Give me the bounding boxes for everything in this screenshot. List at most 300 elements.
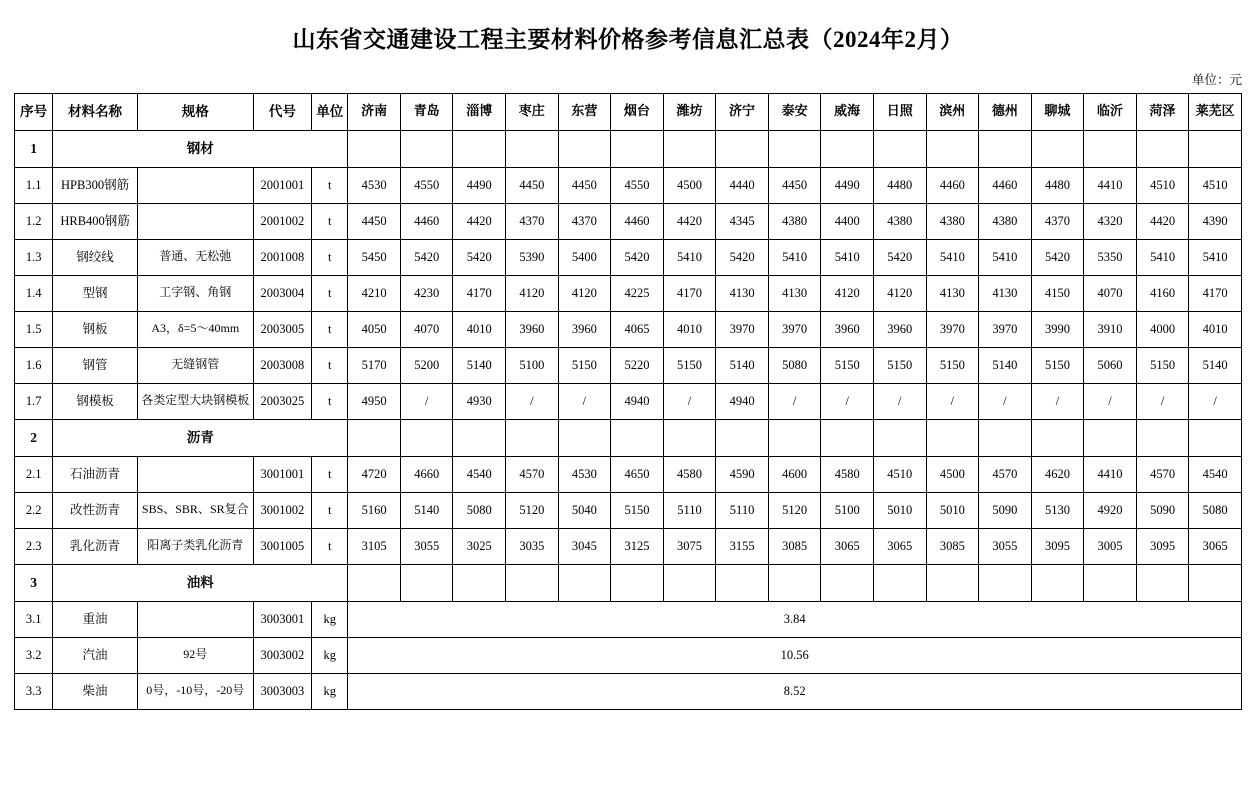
material-code: 3001001	[253, 456, 311, 492]
material-unit: t	[312, 456, 348, 492]
price-cell: 3155	[716, 528, 769, 564]
price-cell: 4940	[611, 383, 664, 419]
category-empty-cell	[611, 130, 664, 167]
category-empty-cell	[663, 419, 716, 456]
price-cell: 3055	[979, 528, 1032, 564]
price-cell: 4130	[979, 275, 1032, 311]
price-cell: 5160	[348, 492, 401, 528]
price-cell: 3045	[558, 528, 611, 564]
price-cell: 5100	[506, 347, 559, 383]
price-cell: 5420	[400, 239, 453, 275]
col-header-city: 济南	[348, 93, 401, 130]
price-cell: 5420	[611, 239, 664, 275]
col-header-material-name: 材料名称	[53, 93, 138, 130]
material-code: 2003005	[253, 311, 311, 347]
price-cell: 4010	[663, 311, 716, 347]
price-cell: 5410	[1189, 239, 1242, 275]
price-cell: 5150	[926, 347, 979, 383]
category-empty-cell	[1031, 419, 1084, 456]
material-name: 钢板	[53, 311, 138, 347]
price-cell: 4580	[821, 456, 874, 492]
material-unit: t	[312, 492, 348, 528]
material-spec: 0号，-10号，-20号	[137, 673, 253, 709]
category-empty-cell	[1084, 419, 1137, 456]
col-header-city: 济宁	[716, 93, 769, 130]
price-cell: 4530	[348, 167, 401, 203]
col-header-city: 临沂	[1084, 93, 1137, 130]
material-unit: t	[312, 203, 348, 239]
price-cell: 4920	[1084, 492, 1137, 528]
material-spec: 无缝钢管	[137, 347, 253, 383]
price-cell: 4650	[611, 456, 664, 492]
category-empty-cell	[453, 419, 506, 456]
price-cell: 5110	[716, 492, 769, 528]
price-cell: 4010	[453, 311, 506, 347]
price-cell: 4000	[1136, 311, 1189, 347]
material-spec: 阳离子类乳化沥青	[137, 528, 253, 564]
table-row	[15, 637, 1242, 673]
table-header	[15, 93, 1242, 130]
price-cell: 3960	[821, 311, 874, 347]
price-cell: 4720	[348, 456, 401, 492]
price-cell: 5140	[400, 492, 453, 528]
price-cell: 4660	[400, 456, 453, 492]
category-empty-cell	[873, 130, 926, 167]
category-empty-cell	[663, 130, 716, 167]
price-cell: 5010	[873, 492, 926, 528]
row-number: 2.3	[15, 528, 53, 564]
price-cell: 5140	[453, 347, 506, 383]
material-name: HPB300钢筋	[53, 167, 138, 203]
material-name: 石油沥青	[53, 456, 138, 492]
page-title: 山东省交通建设工程主要材料价格参考信息汇总表（2024年2月）	[292, 27, 964, 52]
category-empty-cell	[348, 564, 401, 601]
col-header-city: 菏泽	[1136, 93, 1189, 130]
material-name: 钢模板	[53, 383, 138, 419]
price-cell: 4490	[821, 167, 874, 203]
row-number: 1.7	[15, 383, 53, 419]
price-cell: 3970	[979, 311, 1032, 347]
price-cell: 3125	[611, 528, 664, 564]
material-spec: A3，δ=5～40mm	[137, 311, 253, 347]
price-cell: /	[926, 383, 979, 419]
category-empty-cell	[1189, 130, 1242, 167]
price-cell: 5150	[611, 492, 664, 528]
row-number: 3.3	[15, 673, 53, 709]
table-row	[15, 167, 1242, 203]
category-empty-cell	[716, 130, 769, 167]
price-cell: 4130	[926, 275, 979, 311]
row-number: 2.1	[15, 456, 53, 492]
price-cell: 3970	[716, 311, 769, 347]
price-cell: 4370	[506, 203, 559, 239]
col-header-city: 烟台	[611, 93, 664, 130]
category-empty-cell	[1084, 564, 1137, 601]
category-empty-cell	[611, 419, 664, 456]
price-cell: 3065	[821, 528, 874, 564]
price-cell: 4120	[821, 275, 874, 311]
material-code: 3001005	[253, 528, 311, 564]
merged-price-value: 8.52	[348, 673, 1242, 709]
price-cell: 5150	[1031, 347, 1084, 383]
category-number: 2	[15, 419, 53, 456]
price-cell: 5220	[611, 347, 664, 383]
material-unit: t	[312, 528, 348, 564]
category-empty-cell	[821, 130, 874, 167]
price-cell: 5350	[1084, 239, 1137, 275]
price-cell: 4120	[506, 275, 559, 311]
category-empty-cell	[821, 419, 874, 456]
price-cell: 4210	[348, 275, 401, 311]
material-name: 柴油	[53, 673, 138, 709]
category-name: 钢材	[53, 130, 348, 167]
category-empty-cell	[400, 419, 453, 456]
category-row	[15, 419, 1242, 456]
category-empty-cell	[558, 419, 611, 456]
price-cell: 4150	[1031, 275, 1084, 311]
merged-price-value: 3.84	[348, 601, 1242, 637]
price-cell: /	[821, 383, 874, 419]
price-cell: 3065	[1189, 528, 1242, 564]
price-cell: 4065	[611, 311, 664, 347]
material-spec	[137, 456, 253, 492]
price-cell: 4410	[1084, 456, 1137, 492]
material-spec	[137, 203, 253, 239]
price-cell: 4050	[348, 311, 401, 347]
material-name: HRB400钢筋	[53, 203, 138, 239]
category-empty-cell	[926, 419, 979, 456]
category-empty-cell	[821, 564, 874, 601]
currency-unit-note: 单位：元	[1191, 72, 1242, 87]
price-cell: 4130	[768, 275, 821, 311]
price-cell: 4420	[453, 203, 506, 239]
price-cell: 4510	[873, 456, 926, 492]
material-unit: kg	[312, 637, 348, 673]
material-name: 汽油	[53, 637, 138, 673]
price-cell: 3970	[768, 311, 821, 347]
price-cell: 4230	[400, 275, 453, 311]
col-header-city: 淄博	[453, 93, 506, 130]
price-cell: 5150	[821, 347, 874, 383]
category-empty-cell	[1031, 130, 1084, 167]
price-cell: 4540	[453, 456, 506, 492]
col-header-city: 泰安	[768, 93, 821, 130]
category-number: 3	[15, 564, 53, 601]
price-cell: 5010	[926, 492, 979, 528]
price-cell: 4070	[1084, 275, 1137, 311]
price-cell: 4540	[1189, 456, 1242, 492]
col-header-city: 聊城	[1031, 93, 1084, 130]
material-price-table	[14, 93, 1242, 710]
price-cell: 5410	[768, 239, 821, 275]
table-container	[0, 93, 1256, 710]
price-cell: 4500	[926, 456, 979, 492]
price-cell: /	[506, 383, 559, 419]
material-unit: t	[312, 347, 348, 383]
category-empty-cell	[768, 130, 821, 167]
table-row	[15, 347, 1242, 383]
category-empty-cell	[768, 564, 821, 601]
table-row	[15, 492, 1242, 528]
material-spec	[137, 601, 253, 637]
col-header-city: 潍坊	[663, 93, 716, 130]
category-empty-cell	[1189, 419, 1242, 456]
price-cell: 3910	[1084, 311, 1137, 347]
price-cell: /	[558, 383, 611, 419]
material-name: 型钢	[53, 275, 138, 311]
price-cell: 3970	[926, 311, 979, 347]
price-cell: 5080	[453, 492, 506, 528]
material-name: 重油	[53, 601, 138, 637]
price-cell: 5420	[873, 239, 926, 275]
price-cell: 5040	[558, 492, 611, 528]
row-number: 1.3	[15, 239, 53, 275]
price-cell: 3095	[1136, 528, 1189, 564]
category-empty-cell	[716, 564, 769, 601]
category-empty-cell	[768, 419, 821, 456]
table-row	[15, 601, 1242, 637]
category-empty-cell	[1189, 564, 1242, 601]
price-cell: 4170	[663, 275, 716, 311]
material-code: 3003002	[253, 637, 311, 673]
price-cell: /	[768, 383, 821, 419]
price-cell: 4550	[400, 167, 453, 203]
table-row	[15, 528, 1242, 564]
price-cell: 4570	[1136, 456, 1189, 492]
row-number: 3.2	[15, 637, 53, 673]
price-cell: 5090	[1136, 492, 1189, 528]
category-empty-cell	[400, 130, 453, 167]
price-cell: 4570	[979, 456, 1032, 492]
price-cell: /	[1031, 383, 1084, 419]
price-cell: 4170	[1189, 275, 1242, 311]
price-cell: 4480	[873, 167, 926, 203]
price-cell: 4550	[611, 167, 664, 203]
category-empty-cell	[1084, 130, 1137, 167]
category-empty-cell	[506, 564, 559, 601]
price-cell: 4400	[821, 203, 874, 239]
category-empty-cell	[453, 130, 506, 167]
price-cell: 5090	[979, 492, 1032, 528]
price-cell: 5120	[768, 492, 821, 528]
price-cell: 4225	[611, 275, 664, 311]
col-header-code: 代号	[253, 93, 311, 130]
price-cell: 5150	[1136, 347, 1189, 383]
price-cell: 5080	[768, 347, 821, 383]
material-code: 2003008	[253, 347, 311, 383]
category-empty-cell	[348, 130, 401, 167]
price-cell: /	[400, 383, 453, 419]
col-header-city: 东营	[558, 93, 611, 130]
price-cell: /	[1136, 383, 1189, 419]
price-cell: 4120	[873, 275, 926, 311]
price-cell: 3960	[873, 311, 926, 347]
material-code: 2001002	[253, 203, 311, 239]
price-cell: 4160	[1136, 275, 1189, 311]
material-unit: t	[312, 275, 348, 311]
category-empty-cell	[663, 564, 716, 601]
price-cell: 4380	[768, 203, 821, 239]
price-cell: 5170	[348, 347, 401, 383]
category-empty-cell	[1136, 564, 1189, 601]
col-header-序号: 序号	[15, 93, 53, 130]
price-cell: 3025	[453, 528, 506, 564]
material-spec: 各类定型大块钢模板	[137, 383, 253, 419]
price-cell: 3095	[1031, 528, 1084, 564]
material-code: 3003003	[253, 673, 311, 709]
category-empty-cell	[979, 419, 1032, 456]
price-cell: 4320	[1084, 203, 1137, 239]
material-code: 3001002	[253, 492, 311, 528]
category-empty-cell	[716, 419, 769, 456]
material-code: 2001008	[253, 239, 311, 275]
table-body	[15, 130, 1242, 709]
col-header-city: 德州	[979, 93, 1032, 130]
price-cell: 4930	[453, 383, 506, 419]
row-number: 1.1	[15, 167, 53, 203]
price-cell: 4420	[1136, 203, 1189, 239]
price-cell: 4950	[348, 383, 401, 419]
price-cell: 4070	[400, 311, 453, 347]
table-row	[15, 239, 1242, 275]
table-row	[15, 203, 1242, 239]
price-cell: 4450	[768, 167, 821, 203]
row-number: 1.4	[15, 275, 53, 311]
price-cell: 4480	[1031, 167, 1084, 203]
category-empty-cell	[348, 419, 401, 456]
category-empty-cell	[558, 130, 611, 167]
price-cell: 4460	[400, 203, 453, 239]
category-empty-cell	[979, 564, 1032, 601]
price-cell: 5420	[453, 239, 506, 275]
category-name: 沥青	[53, 419, 348, 456]
price-cell: 4440	[716, 167, 769, 203]
price-cell: 5200	[400, 347, 453, 383]
material-unit: t	[312, 311, 348, 347]
table-row	[15, 673, 1242, 709]
row-number: 1.6	[15, 347, 53, 383]
price-cell: 5140	[979, 347, 1032, 383]
price-cell: 4580	[663, 456, 716, 492]
row-number: 1.2	[15, 203, 53, 239]
col-header-city: 枣庄	[506, 93, 559, 130]
price-cell: 4620	[1031, 456, 1084, 492]
material-code: 3003001	[253, 601, 311, 637]
col-header-city: 威海	[821, 93, 874, 130]
category-empty-cell	[1136, 130, 1189, 167]
price-cell: 4460	[979, 167, 1032, 203]
table-row	[15, 383, 1242, 419]
price-cell: 5390	[506, 239, 559, 275]
material-spec: 92号	[137, 637, 253, 673]
price-cell: /	[1189, 383, 1242, 419]
price-cell: 3960	[558, 311, 611, 347]
price-cell: 5110	[663, 492, 716, 528]
row-number: 2.2	[15, 492, 53, 528]
category-empty-cell	[926, 130, 979, 167]
material-code: 2003025	[253, 383, 311, 419]
category-empty-cell	[979, 130, 1032, 167]
price-cell: 4450	[558, 167, 611, 203]
price-cell: 5060	[1084, 347, 1137, 383]
col-header-unit: 单位	[312, 93, 348, 130]
price-cell: 4600	[768, 456, 821, 492]
col-header-city: 青岛	[400, 93, 453, 130]
price-cell: 4345	[716, 203, 769, 239]
merged-price-value: 10.56	[348, 637, 1242, 673]
price-cell: 3960	[506, 311, 559, 347]
price-cell: 3055	[400, 528, 453, 564]
price-cell: 5100	[821, 492, 874, 528]
price-cell: 4590	[716, 456, 769, 492]
price-cell: 4500	[663, 167, 716, 203]
row-number: 1.5	[15, 311, 53, 347]
price-cell: 4390	[1189, 203, 1242, 239]
price-cell: 4460	[611, 203, 664, 239]
price-cell: 5410	[821, 239, 874, 275]
price-cell: 4380	[873, 203, 926, 239]
price-cell: 4450	[348, 203, 401, 239]
category-row	[15, 130, 1242, 167]
price-cell: 4510	[1136, 167, 1189, 203]
price-cell: 4530	[558, 456, 611, 492]
price-cell: 4380	[979, 203, 1032, 239]
price-cell: 4450	[506, 167, 559, 203]
price-cell: 4490	[453, 167, 506, 203]
material-name: 乳化沥青	[53, 528, 138, 564]
price-cell: 3105	[348, 528, 401, 564]
material-name: 钢绞线	[53, 239, 138, 275]
price-cell: 5080	[1189, 492, 1242, 528]
category-number: 1	[15, 130, 53, 167]
price-cell: 4410	[1084, 167, 1137, 203]
material-spec: 普通、无松弛	[137, 239, 253, 275]
material-unit: t	[312, 167, 348, 203]
price-cell: 4120	[558, 275, 611, 311]
price-cell: /	[663, 383, 716, 419]
material-spec: 工字钢、角钢	[137, 275, 253, 311]
material-unit: t	[312, 239, 348, 275]
category-row	[15, 564, 1242, 601]
table-row	[15, 275, 1242, 311]
price-cell: 3085	[926, 528, 979, 564]
price-cell: 3065	[873, 528, 926, 564]
price-cell: 5410	[979, 239, 1032, 275]
price-cell: 3075	[663, 528, 716, 564]
price-cell: /	[873, 383, 926, 419]
price-cell: 5410	[1136, 239, 1189, 275]
price-cell: 5150	[873, 347, 926, 383]
price-cell: 5150	[663, 347, 716, 383]
price-cell: 4370	[1031, 203, 1084, 239]
price-cell: 5120	[506, 492, 559, 528]
header-row	[15, 93, 1242, 130]
price-cell: 5450	[348, 239, 401, 275]
price-cell: 5140	[716, 347, 769, 383]
category-empty-cell	[1136, 419, 1189, 456]
price-cell: /	[979, 383, 1032, 419]
category-empty-cell	[506, 130, 559, 167]
price-cell: 4370	[558, 203, 611, 239]
category-empty-cell	[873, 419, 926, 456]
col-header-city: 莱芜区	[1189, 93, 1242, 130]
category-empty-cell	[926, 564, 979, 601]
price-cell: 3085	[768, 528, 821, 564]
price-cell: 5130	[1031, 492, 1084, 528]
price-cell: 4460	[926, 167, 979, 203]
category-empty-cell	[558, 564, 611, 601]
material-unit: t	[312, 383, 348, 419]
